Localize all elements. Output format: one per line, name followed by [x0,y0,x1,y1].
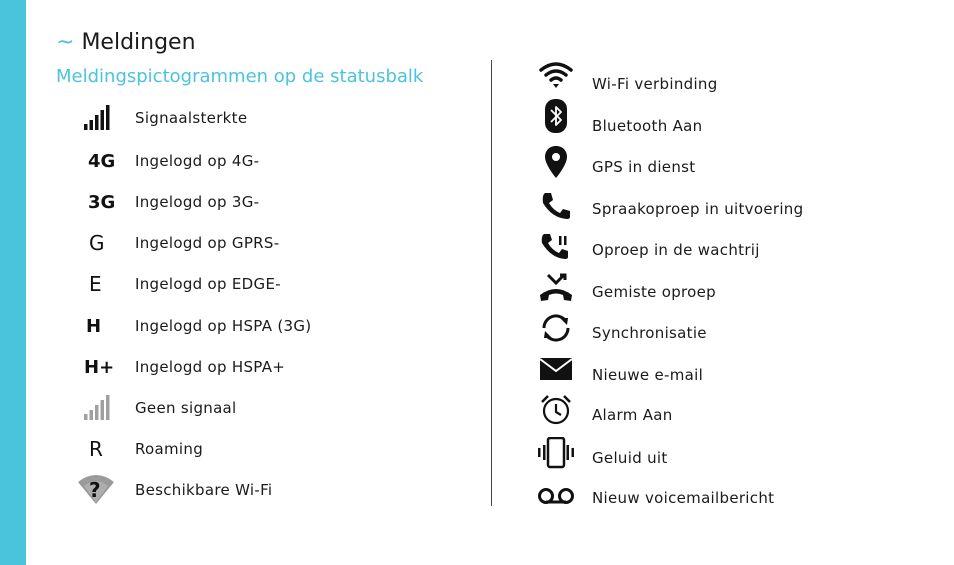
item-label: Ingelogd op HSPA (3G) [135,317,312,335]
item-label: Nieuwe e-mail [592,366,704,384]
sync-icon [536,312,576,344]
item-label: Signaalsterkte [135,109,248,127]
column-divider [491,60,492,506]
signal-strength-icon [76,102,116,134]
title-tilde: ~ [56,30,75,55]
alarm-clock-icon [536,394,576,426]
phone-hold-icon [536,230,576,262]
edge-icon: E [89,272,102,296]
email-icon [536,353,576,385]
page-title [56,30,196,55]
wifi-question-glyph: ? [89,478,101,502]
item-label: GPS in dienst [592,158,696,176]
item-label: Oproep in de wachtrij [592,241,760,259]
item-label: Ingelogd op 3G- [135,193,260,211]
wifi-available-icon [76,474,116,506]
vibrate-icon [536,437,576,469]
3g-icon: 3G [88,191,116,213]
no-signal-icon [76,392,116,424]
item-label: Gemiste oproep [592,283,716,301]
item-label: Wi-Fi verbinding [592,75,718,93]
missed-call-icon [536,272,576,304]
item-label: Ingelogd op 4G- [135,152,260,170]
item-label: Ingelogd op EDGE- [135,275,281,293]
item-label: Alarm Aan [592,406,673,424]
hspa-plus-icon: H+ [84,356,115,378]
item-label: Geen signaal [135,399,237,417]
4g-icon: 4G [88,150,116,172]
item-label: Ingelogd op HSPA+ [135,358,286,376]
gps-pin-icon [536,146,576,178]
title-text: Meldingen [81,30,196,55]
wifi-icon [536,60,576,92]
hspa-icon: H [86,315,102,337]
item-label: Nieuw voicemailbericht [592,489,775,507]
item-label: Geluid uit [592,449,668,467]
item-label: Beschikbare Wi-Fi [135,481,273,499]
item-label: Synchronisatie [592,324,707,342]
item-label: Ingelogd op GPRS- [135,234,280,252]
bluetooth-icon [536,100,576,132]
voicemail-icon [536,480,576,512]
item-label: Spraakoproep in uitvoering [592,200,804,218]
item-label: Bluetooth Aan [592,117,703,135]
gprs-icon: G [89,231,105,255]
item-label: Roaming [135,440,204,458]
page-subtitle: Meldingspictogrammen op de statusbalk [56,66,424,87]
phone-call-icon [536,190,576,222]
roaming-icon: R [89,437,103,461]
accent-sidebar [0,0,26,565]
